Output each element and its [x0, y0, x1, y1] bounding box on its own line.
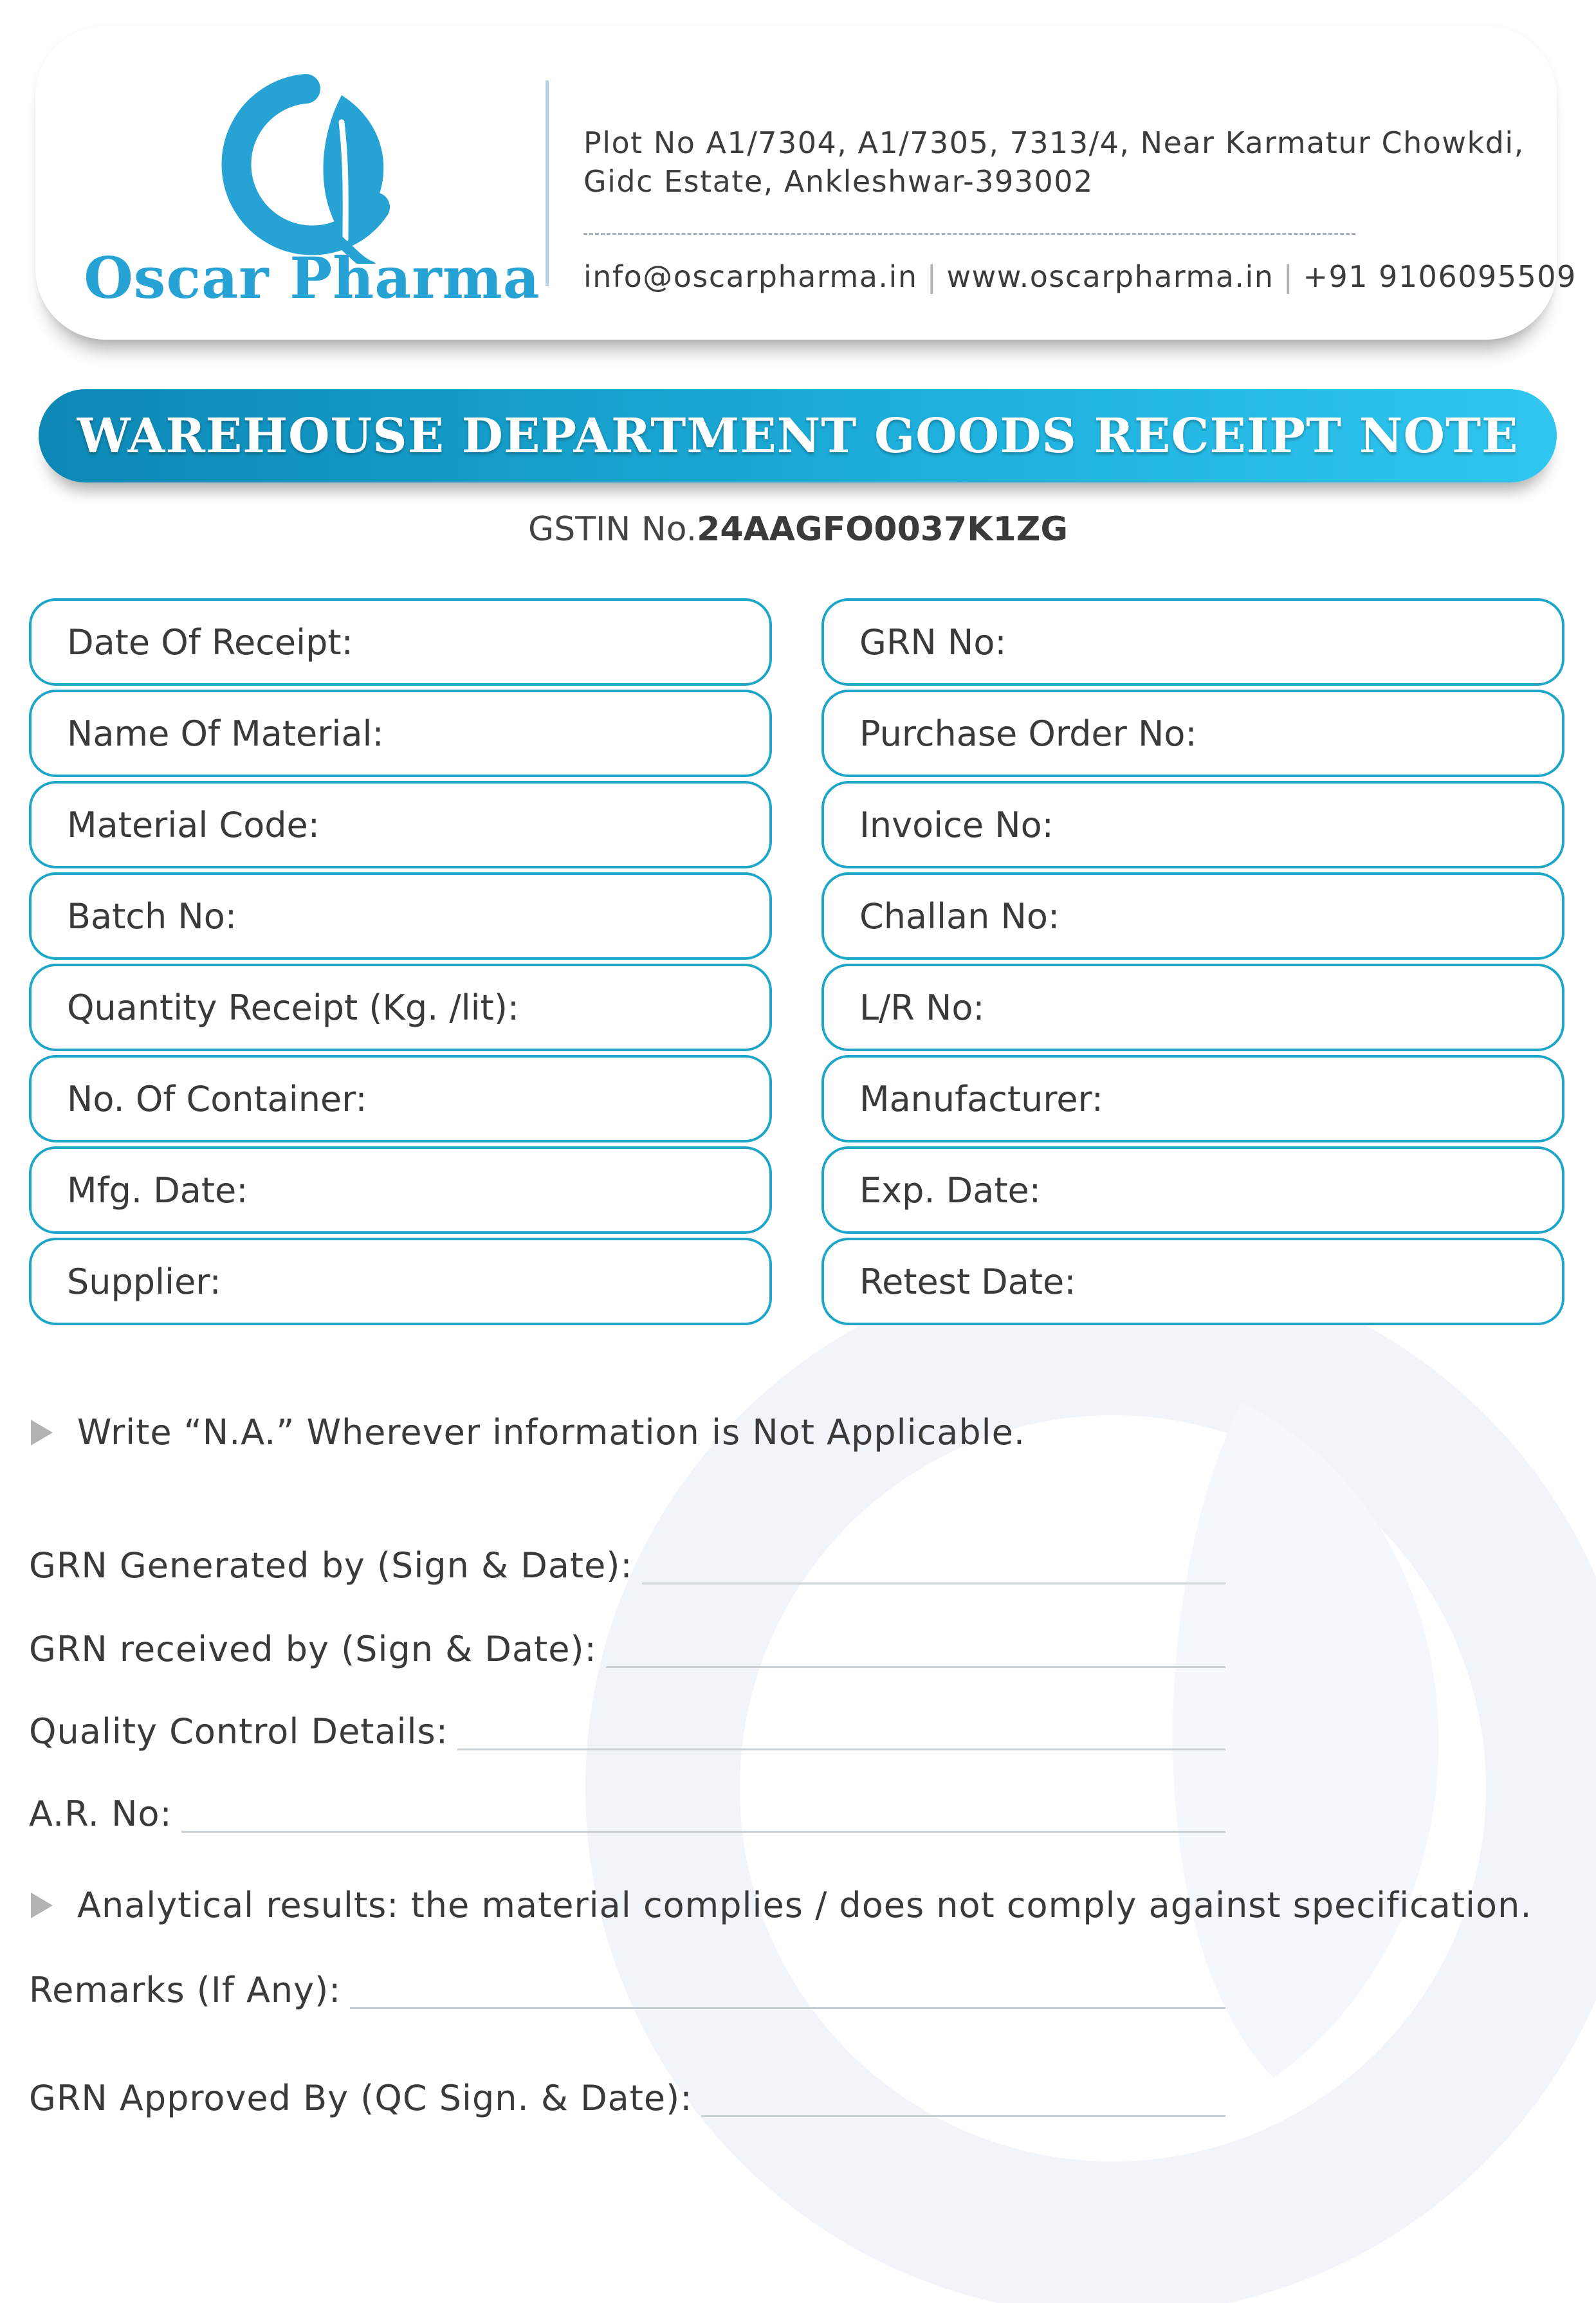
name-of-material-field[interactable]: Name Of Material:: [29, 690, 772, 777]
title-banner: [39, 389, 1557, 482]
retest-date-field[interactable]: Retest Date:: [821, 1238, 1564, 1325]
triangle-bullet-icon: [31, 1420, 53, 1445]
gstin-label: GSTIN No.: [527, 510, 697, 549]
contact-separator: |: [926, 259, 938, 294]
letterhead-card: [35, 26, 1577, 340]
remarks-line[interactable]: [350, 1968, 1225, 2009]
quantity-receipt-field[interactable]: Quantity Receipt (Kg. /lit):: [29, 964, 772, 1051]
left-field-column: [29, 598, 772, 1329]
ar-no-label: A.R. No:: [29, 1794, 172, 1834]
logo-watermark: [502, 1209, 1596, 2303]
mfg-date-field[interactable]: Mfg. Date:: [29, 1146, 772, 1234]
invoice-no-field[interactable]: Invoice No:: [821, 781, 1564, 868]
challan-no-field[interactable]: Challan No:: [821, 872, 1564, 960]
contact-line: [583, 259, 1577, 294]
triangle-bullet-icon: [31, 1893, 53, 1918]
contact-separator: |: [1283, 259, 1294, 294]
grn-no-field[interactable]: GRN No:: [821, 598, 1564, 686]
address-line-1: Plot No A1/7304, A1/7305, 7313/4, Near Karmatur Chowkdi,: [583, 125, 1525, 160]
grn-approved-row: [29, 2077, 1225, 2118]
address-line-2: Gidc Estate, Ankleshwar-393002: [583, 164, 1094, 199]
phone-text: +91 9106095509: [1303, 259, 1577, 294]
brand-name: Oscar Pharma: [84, 244, 540, 311]
purchase-order-no-field[interactable]: Purchase Order No:: [821, 690, 1564, 777]
ar-no-row: [29, 1792, 1225, 1834]
header-divider: [546, 80, 549, 286]
qc-details-row: [29, 1710, 1225, 1752]
grn-approved-label: GRN Approved By (QC Sign. & Date):: [29, 2078, 693, 2118]
material-code-field[interactable]: Material Code:: [29, 781, 772, 868]
analytical-results-note: [31, 1885, 1532, 1925]
ar-no-line[interactable]: [181, 1792, 1225, 1833]
remarks-label: Remarks (If Any):: [29, 1970, 342, 2010]
website-text: www.oscarpharma.in: [946, 259, 1274, 294]
date-of-receipt-field[interactable]: Date Of Receipt:: [29, 598, 772, 686]
manufacturer-field[interactable]: Manufacturer:: [821, 1055, 1564, 1142]
no-of-container-field[interactable]: No. Of Container:: [29, 1055, 772, 1142]
lr-no-field[interactable]: L/R No:: [821, 964, 1564, 1051]
exp-date-field[interactable]: Exp. Date:: [821, 1146, 1564, 1234]
batch-no-field[interactable]: Batch No:: [29, 872, 772, 960]
grn-generated-line[interactable]: [642, 1544, 1225, 1584]
page-title: WAREHOUSE DEPARTMENT GOODS RECEIPT NOTE: [77, 408, 1519, 464]
right-field-column: [821, 598, 1564, 1329]
grn-received-label: GRN received by (Sign & Date):: [29, 1629, 597, 1669]
grn-generated-label: GRN Generated by (Sign & Date):: [29, 1545, 633, 1586]
analytical-results-text: Analytical results: the material complies / does not comply against specification.: [77, 1885, 1532, 1925]
na-instruction: [31, 1412, 1025, 1453]
dashed-separator: [583, 233, 1355, 235]
grn-received-line[interactable]: [606, 1628, 1225, 1668]
remarks-row: [29, 1968, 1225, 2010]
gstin-value: 24AAGFO0037K1ZG: [697, 510, 1069, 549]
supplier-field[interactable]: Supplier:: [29, 1238, 772, 1325]
gstin-line: [0, 510, 1596, 549]
oscar-pharma-logo-icon: [209, 71, 402, 264]
qc-details-label: Quality Control Details:: [29, 1711, 448, 1752]
grn-generated-row: [29, 1544, 1225, 1586]
grn-approved-line[interactable]: [701, 2077, 1225, 2117]
na-instruction-text: Write “N.A.” Wherever information is Not Applicable.: [77, 1412, 1026, 1453]
qc-details-line[interactable]: [457, 1710, 1225, 1750]
email-text: info@oscarpharma.in: [583, 259, 918, 294]
grn-received-row: [29, 1628, 1225, 1669]
